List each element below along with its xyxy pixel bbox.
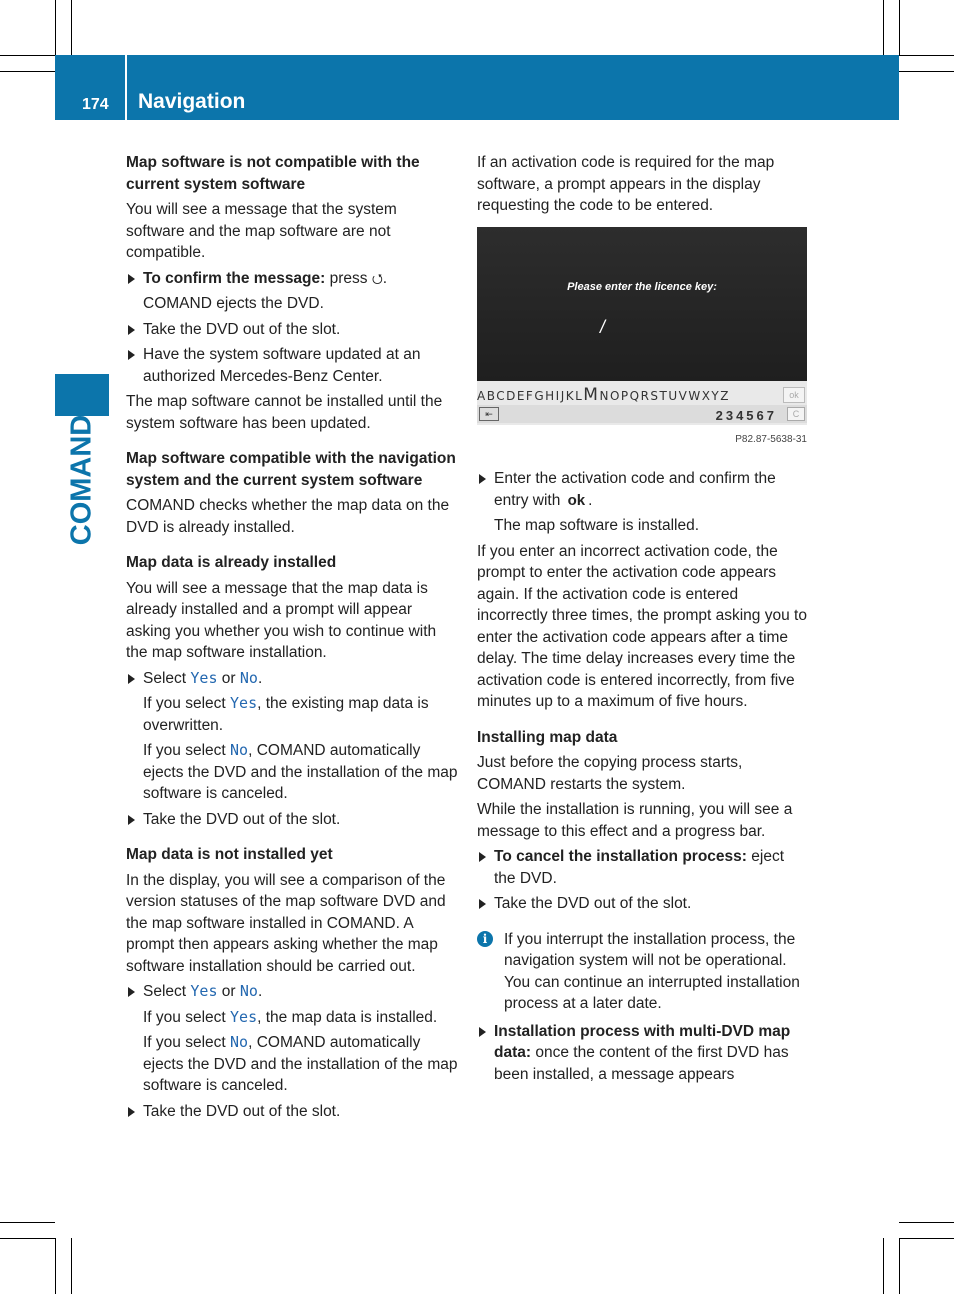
crop-mark [899, 71, 954, 72]
paragraph: You will see a message that the map data is already installed and a prompt will appear asking you whether you wish to continue with the map software installation. [126, 579, 437, 661]
back-icon: ⇤ [479, 407, 499, 421]
menu-option-no: No [239, 982, 258, 1000]
side-tab-label: COMAND [65, 414, 98, 546]
character-bar [477, 381, 807, 425]
instruction-result [126, 1032, 458, 1097]
punctuation: . [257, 669, 263, 687]
instruction-text: Select [143, 983, 191, 1000]
licence-key-prompt: Please enter the licence key: [567, 280, 717, 293]
instruction-item [126, 981, 458, 1003]
ok-symbol: ok [567, 491, 586, 509]
instruction-label: To confirm the message: [143, 269, 326, 287]
crop-mark [899, 1238, 954, 1239]
paragraph: You will see a message that the system software and the map software are not compatible. [126, 201, 397, 261]
info-note [477, 929, 809, 1015]
instruction-text: , the existing map data is overwritten. [143, 695, 429, 734]
instruction-result: COMAND ejects the DVD. [143, 295, 324, 312]
paragraph: While the installation is running, you will see a message to this effect and a progress bar. [477, 801, 793, 840]
heading-not-installed: Map data is not installed yet [126, 846, 333, 863]
info-text: If you interrupt the installation process, the navigation system will not be operational. You can continue an interrupted installation process at a later date. [504, 930, 800, 1012]
crop-mark [0, 1222, 55, 1223]
instruction-result [126, 740, 458, 805]
instruction-item: Take the DVD out of the slot. [126, 1101, 458, 1123]
instruction-result: The map software is installed. [494, 517, 700, 534]
menu-option-yes: Yes [190, 982, 218, 1000]
menu-option-yes: Yes [190, 668, 218, 687]
display-screenshot [477, 227, 807, 423]
crop-mark [883, 1238, 884, 1294]
instruction-label: To cancel the installation process: [494, 848, 747, 865]
crop-mark [71, 0, 72, 55]
instruction-item [126, 668, 458, 690]
crop-mark [55, 0, 56, 55]
punctuation: . [257, 983, 263, 1000]
controller-press-icon: ⭯ [371, 270, 383, 286]
instruction-item: Have the system software updated at an authorized Mercedes-Benz Center. [126, 344, 458, 387]
right-column [477, 152, 809, 1089]
instruction-item: Take the DVD out of the slot. [126, 809, 458, 831]
instruction-text: or [217, 983, 240, 1000]
menu-option-yes: Yes [230, 1007, 258, 1026]
instruction-result [126, 1007, 458, 1029]
instruction-text: If you select [143, 695, 231, 712]
instruction-text: , COMAND automatically ejects the DVD and the installation of the map software is canceled. [143, 742, 458, 802]
crop-mark [0, 55, 55, 56]
instruction-text: once the content of the first DVD has been installed, a message appears [494, 1044, 789, 1083]
letters: NOPQRSTUVWXYZ [599, 388, 730, 403]
instruction-label: Installation process with multi-DVD map data: [494, 1022, 791, 1061]
letters: ABCDEFGHIJKL [477, 388, 584, 403]
heading-installing-map-data: Installing map data [477, 728, 618, 746]
instruction-item: Take the DVD out of the slot. [477, 893, 809, 915]
punctuation: . [382, 269, 388, 287]
punctuation: . [588, 491, 593, 509]
instruction-text: or [217, 669, 240, 687]
menu-option-no: No [230, 1033, 249, 1051]
crop-mark [899, 55, 954, 56]
paragraph: COMAND checks whether the map data on the DVD is already installed. [126, 497, 450, 536]
instruction-text: , the map data is installed. [257, 1008, 438, 1026]
paragraph: If you enter an incorrect activation code, the prompt to enter the activation code appears again. If the activation code is entered incorrectly three times, the prompt asking you to enter the activation code appears after a time delay. The time delay increases every time the activation code is entered incorrectly, from five minutes up to a maximum of five hours. [477, 542, 807, 710]
instruction-text: If you select [143, 742, 231, 759]
ok-key: ok [783, 387, 805, 403]
clear-key: C [787, 407, 805, 421]
instruction-result [126, 693, 458, 736]
figure-reference: P82.87-5638-31 [735, 433, 807, 445]
display-background [477, 227, 807, 381]
section-title: Navigation [138, 90, 246, 113]
page-number: 174 [82, 96, 109, 113]
left-column [126, 152, 458, 1126]
menu-option-yes: Yes [230, 694, 258, 712]
instruction-text: If you select [143, 1034, 231, 1051]
input-cursor: / [600, 316, 606, 337]
side-tab-marker [55, 374, 109, 416]
instruction-item [477, 1021, 809, 1086]
paragraph: In the display, you will see a comparison of the version statuses of the map software DVD and the map software installed in COMAND. A prompt then appears asking whether the map software installation should be carried out. [126, 871, 446, 975]
digit-row [477, 405, 807, 423]
menu-option-no: No [239, 668, 258, 687]
instruction-item [477, 468, 809, 511]
crop-mark [0, 1238, 55, 1239]
crop-mark [899, 1238, 900, 1294]
crop-mark [0, 71, 55, 72]
heading-incompatible: Map software is not compatible with the current system software [126, 154, 420, 193]
instruction-text: , COMAND automatically ejects the DVD and the installation of the map software is canceled. [143, 1034, 458, 1094]
heading-already-installed: Map data is already installed [126, 554, 337, 571]
instruction-item [477, 846, 809, 889]
paragraph: Just before the copying process starts, COMAND restarts the system. [477, 754, 743, 793]
header-divider [125, 55, 127, 120]
digits: 234567 [715, 407, 777, 423]
instruction-text: If you select [143, 1008, 231, 1026]
instruction-text: press [325, 269, 372, 287]
paragraph: If an activation code is required for the map software, a prompt appears in the display requesting the code to be entered. [477, 154, 775, 214]
crop-mark [71, 1238, 72, 1294]
selected-letter: M [583, 384, 600, 405]
paragraph: The map software cannot be installed until the system software has been updated. [126, 393, 443, 432]
instruction-text: Select [143, 669, 191, 687]
instruction-item [126, 268, 458, 290]
menu-option-no: No [230, 741, 249, 759]
instruction-item: Take the DVD out of the slot. [126, 319, 458, 341]
instruction-text: Enter the activation code and confirm the entry with [494, 470, 776, 509]
crop-mark [883, 0, 884, 55]
crop-mark [55, 1238, 56, 1294]
crop-mark [899, 0, 900, 55]
info-icon: i [477, 931, 493, 947]
heading-compatible: Map software compatible with the navigation system and the current system software [126, 450, 456, 489]
instruction-text: eject the DVD. [494, 848, 785, 887]
crop-mark [899, 1222, 954, 1223]
